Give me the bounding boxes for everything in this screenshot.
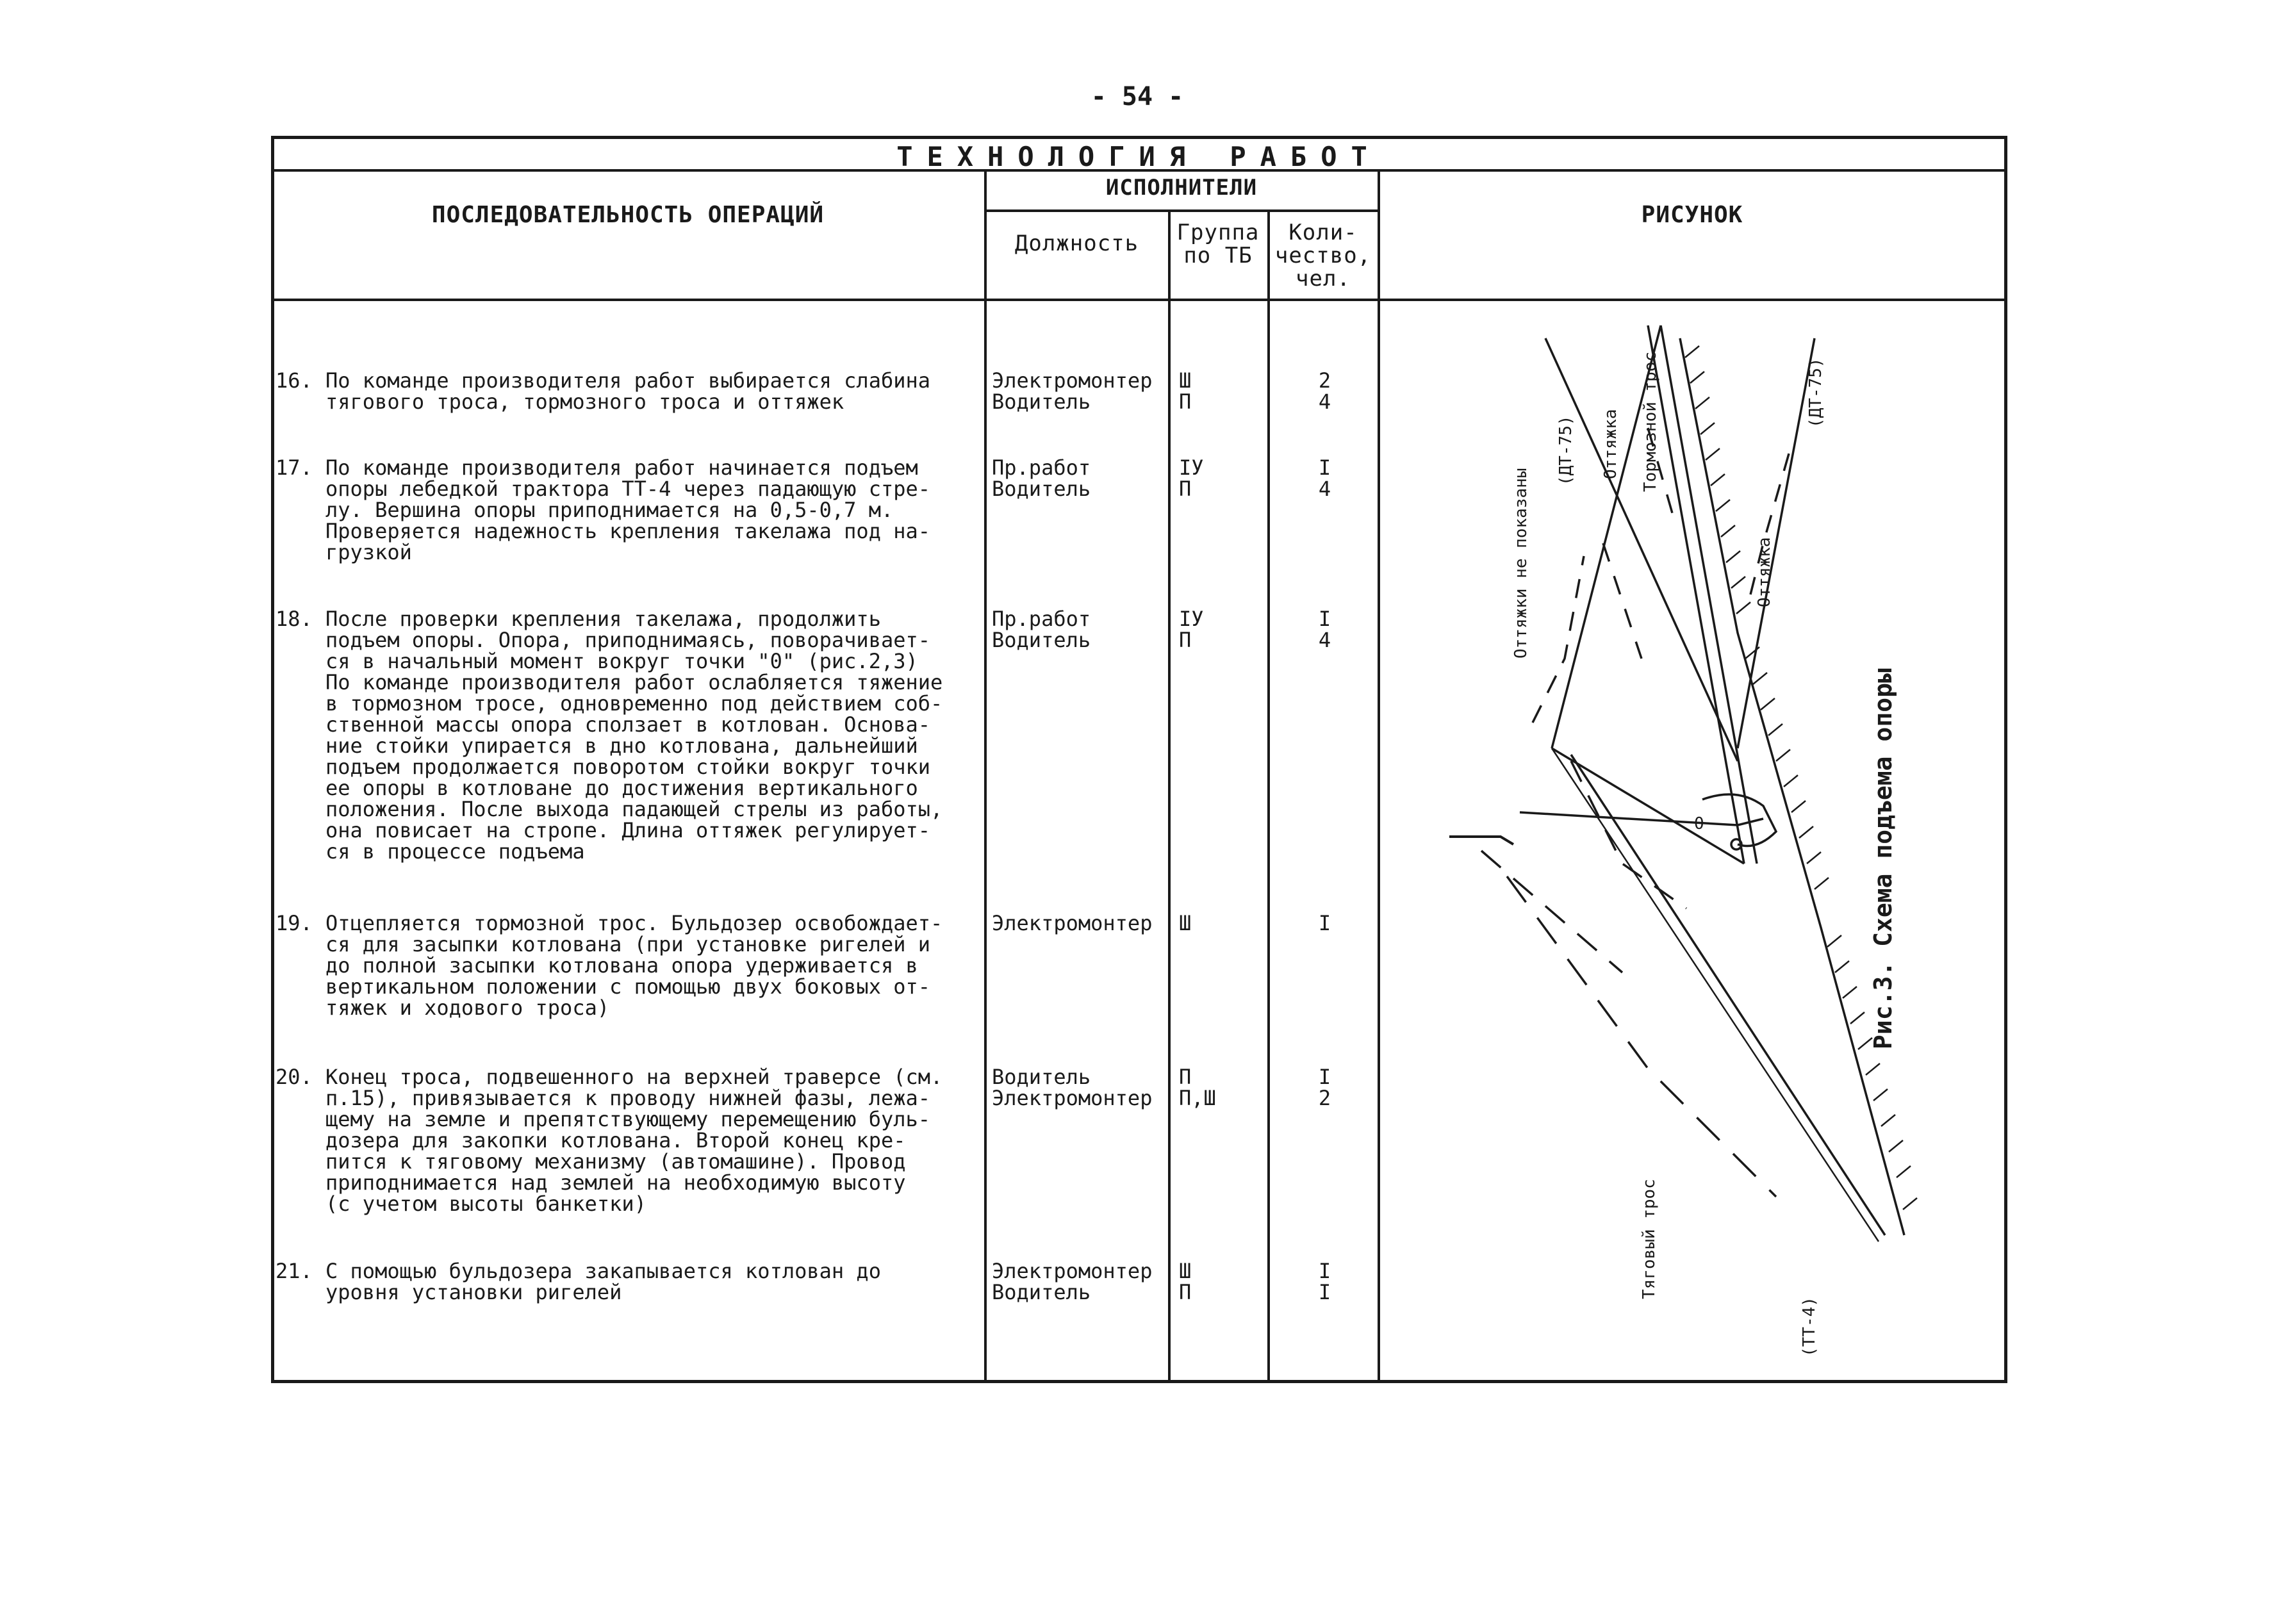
guy-rope-right	[1738, 338, 1815, 748]
safety-group-header: Группа по ТБ	[1176, 220, 1260, 268]
worker-count-header: Коли- чество, чел.	[1274, 220, 1372, 291]
pole	[1648, 325, 1757, 864]
operation-text: Конец троса, подвешенного на верхней траверсе (см. п.15), привязывается к проводу нижней фазы, лежа- щему на земле и препятствующему перемещению буль- дозера для закопки котлована. Второй конец кре- пится к тяговому механизму (автомашине). Провод приподнимается над землей на необходимую высоту (с учетом высоты банкетки)	[325, 1065, 943, 1216]
label-guy-top: Оттяжка	[1601, 409, 1620, 479]
executors-header: ИСПОЛНИТЕЛИ	[1105, 175, 1258, 201]
operation-number: 18.	[276, 607, 313, 631]
safety-group-cell: П П,Ш	[1179, 1065, 1216, 1110]
label-dt75-right: (ДТ-75)	[1806, 357, 1825, 428]
operation-number: 20.	[276, 1065, 313, 1089]
worker-count-cell: I I	[1318, 1259, 1331, 1304]
operation-number: 19.	[276, 911, 313, 935]
label-dt75-left: (ДТ-75)	[1556, 415, 1576, 486]
figure-header: РИСУНОК	[1641, 202, 1743, 228]
label-point-zero: 0	[1694, 814, 1704, 833]
safety-group-cell: Ш П	[1179, 368, 1192, 414]
operation-number: 21.	[276, 1259, 313, 1283]
operations-sequence-header: ПОСЛЕДОВАТЕЛЬНОСТЬ ОПЕРАЦИЙ	[431, 202, 825, 228]
label-guys-not-shown: Оттяжки не показаны	[1511, 468, 1531, 659]
operation-text: По команде производителя работ начинается подъем опоры лебедкой трактора ТТ-4 через падающую стре- лу. Вершина опоры приподнимается на 0,5-0,7 м. Проверяется надежность крепления такелажа под на- грузкой	[325, 455, 931, 564]
operation-text: Отцепляется тормозной трос. Бульдозер освобождает- ся для засыпки котлована (при установке ригелей и до полной засыпки котлована опора удерживается в вертикальном положении с помощью двух боковых от- тяжек и ходового троса)	[325, 911, 943, 1020]
worker-count-cell: I 4	[1318, 455, 1331, 501]
position-header: Должность	[1014, 231, 1139, 256]
worker-count-cell: I	[1318, 911, 1331, 935]
operation-number: 16.	[276, 368, 313, 393]
safety-group-cell: ІУ П	[1179, 607, 1204, 652]
position-cell: Пр.работ Водитель	[992, 455, 1091, 501]
operation-text: По команде производителя работ выбирается слабина тягового троса, тормозного троса и оттяжек	[325, 368, 931, 414]
safety-group-cell: Ш П	[1179, 1259, 1192, 1304]
executors-separator-line	[985, 209, 1378, 212]
worker-count-cell: I 4	[1318, 607, 1331, 652]
worker-count-cell: I 2	[1318, 1065, 1331, 1110]
label-traction-rope: Тяговый трос	[1640, 1179, 1659, 1299]
worker-count-cell: 2 4	[1318, 368, 1331, 414]
position-cell: Водитель Электромонтер	[992, 1065, 1153, 1110]
operation-text: После проверки крепления такелажа, продолжить подъем опоры. Опора, приподнимаясь, поворачивает- ся в начальный момент вокруг точки "0" (рис.2,3) По команде производителя работ ослабляется тяжение в тормозном тросе, одновременно под действием соб- ственной массы опора сползает в котлован. Основа- ние стойки упирается в дно котлована, дальнейший подъем продолжается поворотом стойки вокруг точки ее опоры в котловане до достижения вертикального положения. После выхода падающей стрелы из работы, она повисает на стропе. Длина оттяжек регулирует- ся в процессе подъема	[325, 607, 943, 864]
position-cell: Электромонтер	[992, 911, 1153, 935]
position-cell: Электромонтер Водитель	[992, 368, 1153, 414]
label-tt4: (ТТ-4)	[1800, 1297, 1819, 1357]
page-number: - 54 -	[1091, 82, 1184, 111]
position-cell: Электромонтер Водитель	[992, 1259, 1153, 1304]
label-guy-right: Оттяжка	[1755, 537, 1774, 607]
pole-lifting-scheme-figure	[1379, 300, 2005, 1382]
group-column-divider	[1267, 209, 1270, 1383]
table-title: ТЕХНОЛОГИЯ РАБОТ	[896, 141, 1381, 172]
figure-caption: Рис.3. Схема подъема опоры	[1869, 668, 1897, 1049]
position-cell: Пр.работ Водитель	[992, 607, 1091, 652]
safety-group-cell: Ш	[1179, 911, 1192, 935]
traction-rope	[1571, 755, 1885, 1235]
operation-text: С помощью бульдозера закапывается котлован до уровня установки ригелей	[325, 1259, 881, 1304]
label-brake-rope: Тормозной трос	[1641, 351, 1660, 492]
operation-number: 17.	[276, 455, 313, 480]
safety-group-cell: ІУ П	[1179, 455, 1204, 501]
